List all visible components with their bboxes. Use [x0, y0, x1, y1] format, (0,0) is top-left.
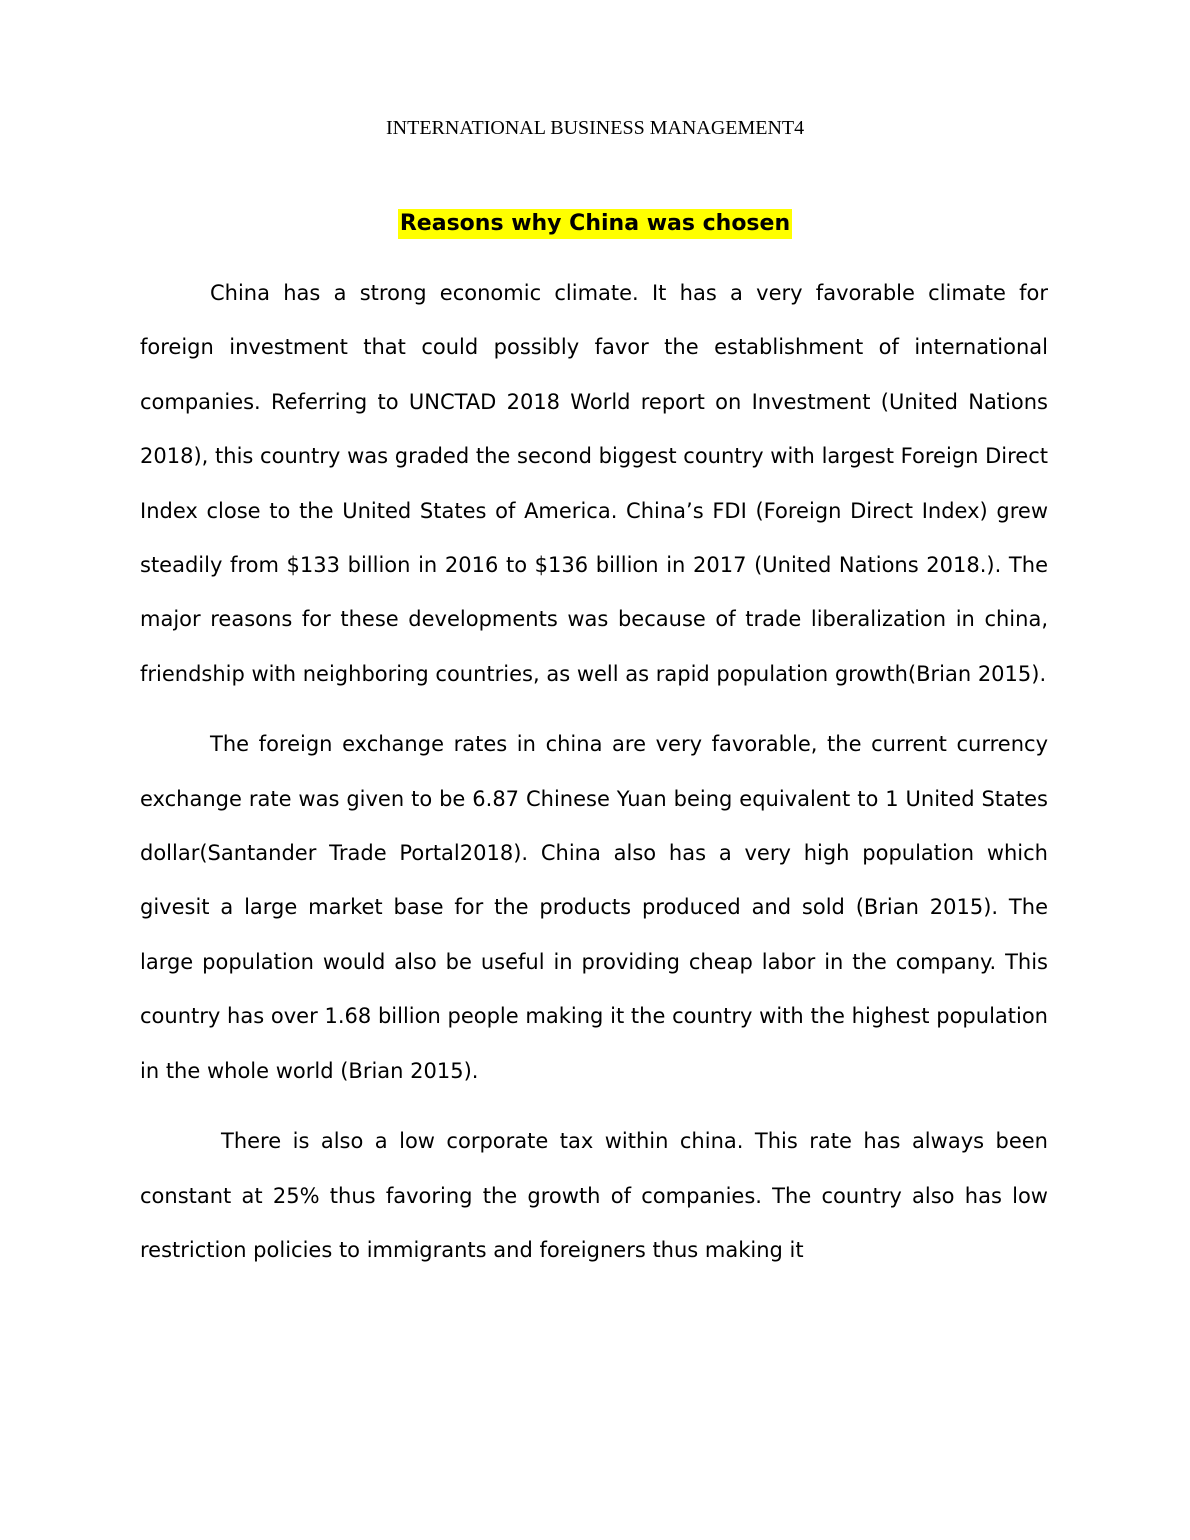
paragraph-exchange-rates: The foreign exchange rates in china are very favorable, the current currency exchange rate was given to be 6.87 Chinese Yuan being equivalent to 1 United States dollar(Santander Trade Portal2018). China also has a very high population which givesit a large market base for the products produced and sold (Brian 2015). The large population would also be useful in providing cheap labor in the company. This country has over 1.68 billion people making it the country with the highest population in the whole world (Brian 2015).: [140, 732, 1048, 1083]
section-heading: Reasons why China was chosen: [398, 209, 792, 239]
heading-container: [0, 209, 1190, 239]
body-text: [140, 266, 1048, 1293]
paragraph-economic-climate: China has a strong economic climate. It has a very favorable climate for foreign investment that could possibly favor the establishment of international companies. Referring to UNCTAD 2018 World report on Investment (United Nations 2018), this country was graded the second biggest country with largest Foreign Direct Index close to the United States of America. China’s FDI (Foreign Direct Index) grew steadily from $133 billion in 2016 to $136 billion in 2017 (United Nations 2018.). The major reasons for these developments was because of trade liberalization in china, friendship with neighboring countries, as well as rapid population growth(Brian 2015).: [140, 281, 1048, 686]
running-header: INTERNATIONAL BUSINESS MANAGEMENT4: [386, 117, 805, 139]
paragraph-corporate-tax: There is also a low corporate tax within china. This rate has always been constant at 25% thus favoring the growth of companies. The country also has low restriction policies to immigrants and foreigners thus making it: [140, 1129, 1048, 1262]
